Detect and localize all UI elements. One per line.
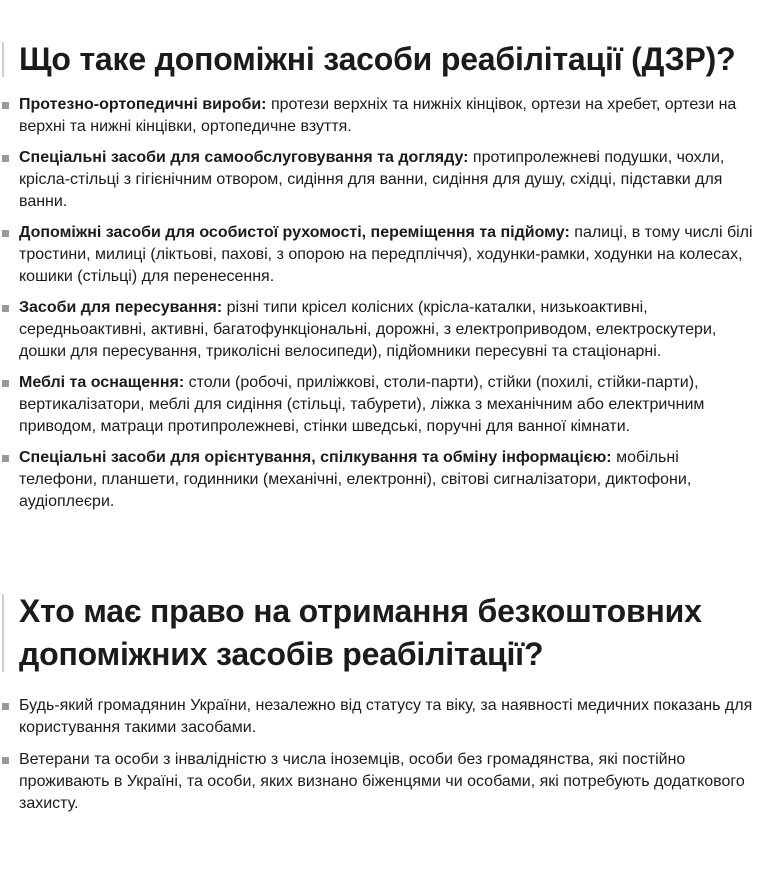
eligibility-list xyxy=(0,695,760,815)
section-eligibility xyxy=(0,590,760,825)
list-item xyxy=(0,147,760,213)
item-category: Протезно-ортопедичні вироби: xyxy=(19,96,267,113)
item-description: палиці, в тому числі білі тростини, милиці (ліктьові, пахові, з опорою на передпліччя), ходунки-рамки, ходунки на колесах, кошики (стільці) для перенесення. xyxy=(19,224,753,285)
list-item xyxy=(0,447,760,513)
list-item xyxy=(0,222,760,288)
heading-block xyxy=(0,38,760,81)
heading-block xyxy=(0,590,760,676)
heading-accent-bar xyxy=(2,594,4,672)
bullet-square-icon xyxy=(2,380,9,387)
item-description: протези верхніх та нижніх кінцівок, ортези на хребет, ортези на верхні та нижні кінцівки, ортопедичне взуття. xyxy=(19,96,737,135)
item-description: Будь-який громадянин України, незалежно від статусу та віку, за наявності медичних показань для користування такими засобами. xyxy=(19,697,753,736)
bullet-square-icon xyxy=(2,230,9,237)
list-item xyxy=(0,372,760,438)
item-description: різні типи крісел колісних (крісла-каталки, низькоактивні, середньоактивні, активні, багатофункціональні, дорожні, з електроприводом, електроскутери, дошки для пересування, триколісні велосипеди), підйомники пересувні та стаціонарні. xyxy=(19,299,717,360)
item-category: Меблі та оснащення: xyxy=(19,374,185,391)
section-what-are-aids xyxy=(0,38,760,522)
item-category: Засоби для пересування: xyxy=(19,299,223,316)
list-item xyxy=(0,695,760,739)
bullet-square-icon xyxy=(2,305,9,312)
section-title: Хто має право на отримання безкоштовних допоміжних засобів реабілітації? xyxy=(19,593,702,672)
list-item xyxy=(0,94,760,138)
bullet-square-icon xyxy=(2,703,9,710)
item-description: столи (робочі, приліжкові, столи-парти), стійки (похилі, стійки-парти), вертикалізатори, меблі для сидіння (стільці, табурети), ліжка з механічним або електричним приводом, матраци протипролежневі, стінки шведські, поручні для ванної кімнати. xyxy=(19,374,705,435)
list-item xyxy=(0,749,760,815)
list-item xyxy=(0,297,760,363)
aids-list xyxy=(0,94,760,513)
bullet-square-icon xyxy=(2,455,9,462)
item-description: протипролежневі подушки, чохли, крісла-стільці з гігієнічним отвором, сидіння для ванни, сидіння для душу, східці, підставки для ванни. xyxy=(19,149,725,210)
item-category: Спеціальні засоби для орієнтування, спілкування та обміну інформацією: xyxy=(19,449,612,466)
bullet-square-icon xyxy=(2,102,9,109)
bullet-square-icon xyxy=(2,155,9,162)
item-category: Допоміжні засоби для особистої рухомості, переміщення та підйому: xyxy=(19,224,570,241)
section-title: Що таке допоміжні засоби реабілітації (ДЗР)? xyxy=(19,41,736,77)
item-description: мобільні телефони, планшети, годинники (механічні, електронні), світові сигналізатори, диктофони, аудіоплеєри. xyxy=(19,449,692,510)
bullet-square-icon xyxy=(2,757,9,764)
item-category: Спеціальні засоби для самообслуговування та догляду: xyxy=(19,149,469,166)
heading-accent-bar xyxy=(2,42,4,77)
item-description: Ветерани та особи з інвалідністю з числа іноземців, особи без громадянства, які постійно проживають в Україні, та особи, яких визнано біженцями чи особами, які потребують додаткового захисту. xyxy=(19,751,745,812)
